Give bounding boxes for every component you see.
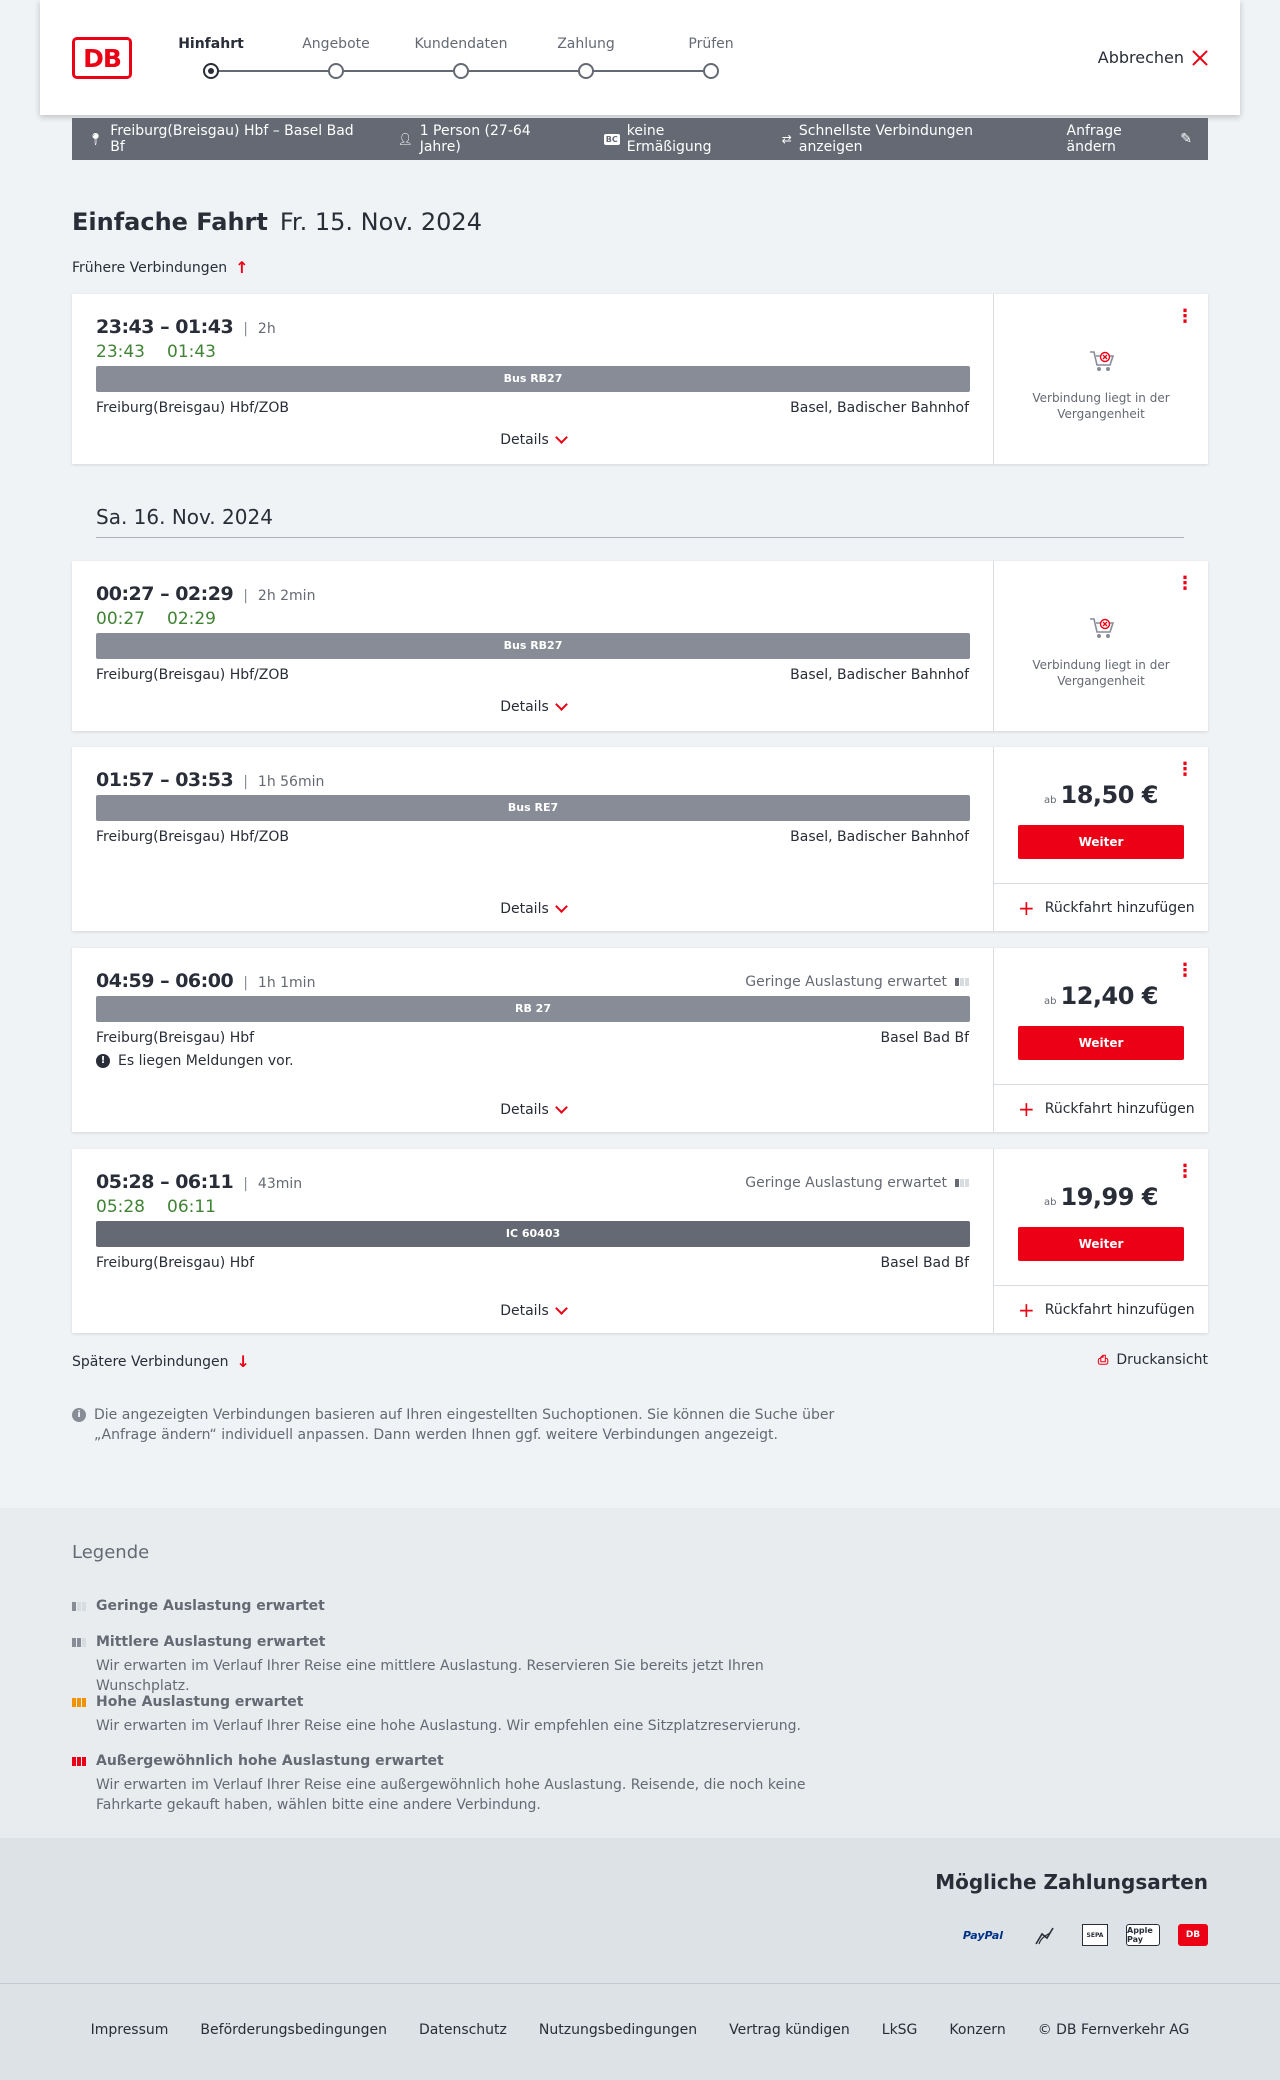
apple-pay-icon: Apple Pay [1126, 1924, 1160, 1946]
footer-link-befoerderungsbedingungen[interactable]: Beförderungsbedingungen [200, 2022, 387, 2038]
occupancy-high-icon [72, 1698, 88, 1707]
connection-card[interactable] [72, 948, 1208, 1132]
origin-station: Freiburg(Breisgau) Hbf [96, 1255, 255, 1271]
details-label: Details [500, 901, 549, 917]
train-bar: IC 60403 [96, 1221, 970, 1247]
duration: 1h 56min [257, 774, 325, 790]
divider: | [243, 1176, 248, 1192]
weiter-button[interactable]: Weiter [1018, 825, 1184, 859]
train-bar: Bus RB27 [96, 633, 970, 659]
print-label: Druckansicht [1116, 1352, 1208, 1368]
details-toggle[interactable] [72, 1303, 994, 1319]
details-toggle[interactable] [72, 432, 994, 448]
connection-info[interactable] [72, 561, 994, 731]
details-label: Details [500, 1102, 549, 1118]
legend-item-desc: Wir erwarten im Verlauf Ihrer Reise eine hohe Auslastung. Wir empfehlen eine Sitzplatzreservierung. [96, 1718, 801, 1734]
cancel-button[interactable] [1098, 48, 1208, 67]
legend-item [72, 1753, 852, 1815]
occupancy-indicator [745, 1175, 969, 1191]
occupancy-low-icon [72, 1602, 88, 1611]
trip-type: Einfache Fahrt [72, 208, 268, 236]
footer [0, 1983, 1280, 2080]
more-options-icon[interactable]: ⋮ [1176, 759, 1194, 780]
realtime-times [96, 609, 216, 629]
past-connection-note: Verbindung liegt in der Vergangenheit [1032, 658, 1170, 688]
offer-area [994, 948, 1208, 1132]
legend-item-title: Hohe Auslastung erwartet [96, 1694, 304, 1710]
connection-info[interactable] [72, 1149, 994, 1333]
offer-area [994, 294, 1208, 464]
step-dot [703, 63, 719, 79]
realtime-times [96, 342, 216, 362]
print-view-link[interactable] [1098, 1352, 1208, 1368]
person-icon: 👤︎ [397, 132, 413, 146]
page-title [72, 208, 482, 236]
details-label: Details [500, 432, 549, 448]
cart-unavailable-icon [1088, 348, 1116, 374]
more-options-icon[interactable]: ⋮ [1176, 960, 1194, 981]
step-pruefen: Prüfen [688, 36, 734, 52]
step-zahlung: Zahlung [557, 36, 615, 52]
origin-station: Freiburg(Breisgau) Hbf/ZOB [96, 829, 289, 845]
route-summary [88, 123, 365, 155]
close-icon [1192, 50, 1208, 66]
legend-item-title: Außergewöhnlich hohe Auslastung erwartet [96, 1753, 444, 1769]
service-message-text: Es liegen Meldungen vor. [118, 1053, 294, 1069]
service-message [96, 1053, 294, 1069]
details-toggle[interactable] [72, 901, 994, 917]
legend-title: Legende [72, 1542, 150, 1563]
step-kundendaten: Kundendaten [414, 36, 508, 52]
edit-request-button[interactable] [1067, 123, 1192, 155]
duration: 1h 1min [257, 975, 316, 991]
add-return-label: Rückfahrt hinzufügen [1044, 1301, 1195, 1318]
realtime-arrival: 06:11 [167, 1197, 216, 1217]
destination-station: Basel, Badischer Bahnhof [790, 667, 969, 683]
step-dot [453, 63, 469, 79]
legend-item-title: Geringe Auslastung erwartet [96, 1598, 325, 1614]
origin-station: Freiburg(Breisgau) Hbf [96, 1030, 255, 1046]
occupancy-medium-icon [72, 1638, 88, 1647]
details-toggle[interactable] [72, 1102, 994, 1118]
offer-area [994, 561, 1208, 731]
duration: 43min [257, 1176, 303, 1192]
alert-icon: ! [96, 1054, 110, 1068]
destination-station: Basel, Badischer Bahnhof [790, 829, 969, 845]
occupancy-very-high-icon [72, 1757, 88, 1766]
connection-info[interactable] [72, 747, 994, 931]
connection-card[interactable] [72, 561, 1208, 731]
add-return-button[interactable] [994, 1285, 1208, 1333]
direct-debit-icon [1032, 1924, 1058, 1946]
plus-icon: + [1018, 1297, 1035, 1322]
payment-methods-section [0, 1838, 1280, 1983]
footer-links [0, 2022, 1280, 2038]
past-connection-note: Verbindung liegt in der Vergangenheit [1032, 391, 1170, 421]
train-bar: Bus RB27 [96, 366, 970, 392]
more-options-icon[interactable]: ⋮ [1176, 573, 1194, 594]
legend-item-desc: Wir erwarten im Verlauf Ihrer Reise eine mittlere Auslastung. Reservieren Sie bereits jetzt Ihren Wunschplatz. [96, 1658, 764, 1694]
connection-times [96, 316, 276, 338]
plus-icon: + [1018, 1096, 1035, 1121]
info-icon: i [72, 1408, 86, 1422]
weiter-button[interactable]: Weiter [1018, 1227, 1184, 1261]
occupancy-text: Geringe Auslastung erwartet [745, 1175, 947, 1191]
step-dot [578, 63, 594, 79]
earlier-connections-link[interactable] [72, 258, 249, 277]
legend-item-title: Mittlere Auslastung erwartet [96, 1634, 326, 1650]
footer-link-impressum[interactable]: Impressum [90, 2022, 169, 2038]
origin-station: Freiburg(Breisgau) Hbf/ZOB [96, 400, 289, 416]
add-return-label: Rückfahrt hinzufügen [1044, 899, 1195, 916]
price-amount: 12,40 € [1060, 982, 1158, 1010]
cart-unavailable-icon [1088, 615, 1116, 641]
connection-times [96, 769, 324, 791]
planned-times: 01:57 – 03:53 [96, 769, 234, 791]
details-label: Details [500, 1303, 549, 1319]
price-prefix: ab [1044, 996, 1057, 1007]
cancel-label: Abbrechen [1097, 48, 1184, 67]
travellers-text: 1 Person (27-64 Jahre) [419, 123, 531, 155]
connection-info[interactable] [72, 294, 994, 464]
legend-section [0, 1508, 1280, 1838]
top-navigation [40, 0, 1240, 115]
weiter-button[interactable]: Weiter [1018, 1026, 1184, 1060]
step-hinfahrt: Hinfahrt [178, 36, 244, 52]
destination-station: Basel Bad Bf [880, 1255, 969, 1271]
footer-copyright: © DB Fernverkehr AG [1037, 2022, 1190, 2038]
fastest-text: Schnellste Verbindungen anzeigen [798, 123, 973, 155]
step-dot-current [203, 63, 219, 79]
add-return-label: Rückfahrt hinzufügen [1044, 1100, 1195, 1117]
legend-item-desc: Wir erwarten im Verlauf Ihrer Reise eine außergewöhnlich hohe Auslastung. Reisende, die noch keine Fahrkarte gekauft haben, wählen bitte eine andere Verbindung. [96, 1777, 806, 1813]
price [994, 982, 1208, 1010]
divider: | [243, 321, 248, 337]
trip-date: Fr. 15. Nov. 2024 [279, 208, 482, 236]
divider: | [243, 975, 248, 991]
divider: | [243, 588, 248, 604]
train-bar: Bus RE7 [96, 795, 970, 821]
footer-link-nutzungsbedingungen[interactable]: Nutzungsbedingungen [538, 2022, 698, 2038]
discount-text: keine Ermäßigung [626, 123, 712, 155]
connection-times [96, 970, 315, 992]
arrow-up-icon: ↑ [235, 258, 249, 277]
more-options-icon[interactable]: ⋮ [1176, 1161, 1194, 1182]
origin-station: Freiburg(Breisgau) Hbf/ZOB [96, 667, 289, 683]
legend-item [72, 1694, 852, 1736]
destination-station: Basel, Badischer Bahnhof [790, 400, 969, 416]
footer-link-konzern[interactable]: Konzern [949, 2022, 1006, 2038]
planned-times: 04:59 – 06:00 [96, 970, 234, 992]
more-options-icon[interactable]: ⋮ [1176, 306, 1194, 327]
realtime-departure: 23:43 [96, 342, 145, 362]
chevron-down-icon [555, 900, 568, 913]
train-bar: RB 27 [96, 996, 970, 1022]
later-connections-link[interactable] [72, 1352, 250, 1371]
offer-area [994, 747, 1208, 931]
chevron-down-icon [555, 698, 568, 711]
connection-times [96, 583, 315, 605]
sepa-icon: SEPA [1082, 1924, 1108, 1946]
connection-card[interactable] [72, 1149, 1208, 1333]
earlier-label: Frühere Verbindungen [72, 259, 228, 276]
connection-card[interactable] [72, 747, 1208, 931]
connection-info[interactable] [72, 948, 994, 1132]
planned-times: 00:27 – 02:29 [96, 583, 234, 605]
add-return-button[interactable] [994, 883, 1208, 931]
realtime-departure: 05:28 [96, 1197, 145, 1217]
add-return-button[interactable] [994, 1084, 1208, 1132]
price-prefix: ab [1044, 1197, 1057, 1208]
discount-summary [604, 123, 750, 155]
occupancy-text: Geringe Auslastung erwartet [745, 974, 947, 990]
details-toggle[interactable] [72, 699, 994, 715]
occupancy-low-icon [955, 978, 969, 986]
chevron-down-icon [555, 1101, 568, 1114]
connection-times [96, 1171, 302, 1193]
footer-link-datenschutz[interactable]: Datenschutz [418, 2022, 507, 2038]
price [994, 781, 1208, 809]
occupancy-indicator [745, 974, 969, 990]
offer-area [994, 1149, 1208, 1333]
info-text: Die angezeigten Verbindungen basieren auf Ihren eingestellten Suchoptionen. Sie können die Suche über „Anfrage ändern“ individuell anpassen. Dann werden Ihnen ggf. weitere Verbindungen angezeigt. [94, 1407, 835, 1443]
occupancy-low-icon [955, 1179, 969, 1187]
step-angebote: Angebote [302, 36, 370, 52]
printer-icon: ⎙ [1097, 1352, 1109, 1368]
location-pin-icon: 📍︎ [88, 132, 104, 146]
legend-item [72, 1634, 852, 1696]
planned-times: 23:43 – 01:43 [96, 316, 234, 338]
price [994, 1183, 1208, 1211]
db-payment-icon: DB [1178, 1924, 1208, 1946]
legend-item [72, 1598, 852, 1614]
price-amount: 19,99 € [1060, 1183, 1158, 1211]
later-label: Spätere Verbindungen [72, 1353, 229, 1370]
details-label: Details [500, 699, 549, 715]
footer-link-lksg[interactable]: LkSG [881, 2022, 918, 2038]
arrow-down-icon: ↓ [236, 1352, 250, 1371]
route-text: Freiburg(Breisgau) Hbf – Basel Bad Bf [110, 123, 354, 155]
realtime-arrival: 01:43 [167, 342, 216, 362]
travellers-summary [397, 123, 571, 155]
realtime-departure: 00:27 [96, 609, 145, 629]
step-dot [328, 63, 344, 79]
search-info-note [72, 1405, 852, 1445]
planned-times: 05:28 – 06:11 [96, 1171, 234, 1193]
realtime-arrival: 02:29 [167, 609, 216, 629]
fastest-option [782, 123, 1035, 155]
edit-request-label: Anfrage ändern [1066, 123, 1122, 155]
bahncard-icon: BC [605, 134, 618, 144]
pencil-icon: ✎ [1180, 131, 1193, 147]
date-separator: Sa. 16. Nov. 2024 [96, 505, 1184, 538]
swap-arrows-icon: ⇄ [781, 132, 792, 146]
destination-station: Basel Bad Bf [880, 1030, 969, 1046]
divider: | [243, 774, 248, 790]
paypal-icon: PayPal [962, 1928, 1004, 1942]
price-prefix: ab [1044, 795, 1057, 806]
duration: 2h 2min [257, 588, 316, 604]
realtime-times [96, 1197, 216, 1217]
duration: 2h [257, 321, 276, 337]
db-logo[interactable]: DB [72, 37, 132, 79]
payment-title: Mögliche Zahlungsarten [935, 1870, 1208, 1894]
chevron-down-icon [555, 1302, 568, 1315]
connection-card[interactable] [72, 294, 1208, 464]
chevron-down-icon [555, 431, 568, 444]
search-summary-bar [72, 118, 1208, 160]
plus-icon: + [1018, 895, 1035, 920]
direct-debit-glyph [1033, 1924, 1057, 1946]
footer-link-vertrag-kuendigen[interactable]: Vertrag kündigen [729, 2022, 850, 2038]
price-amount: 18,50 € [1060, 781, 1158, 809]
